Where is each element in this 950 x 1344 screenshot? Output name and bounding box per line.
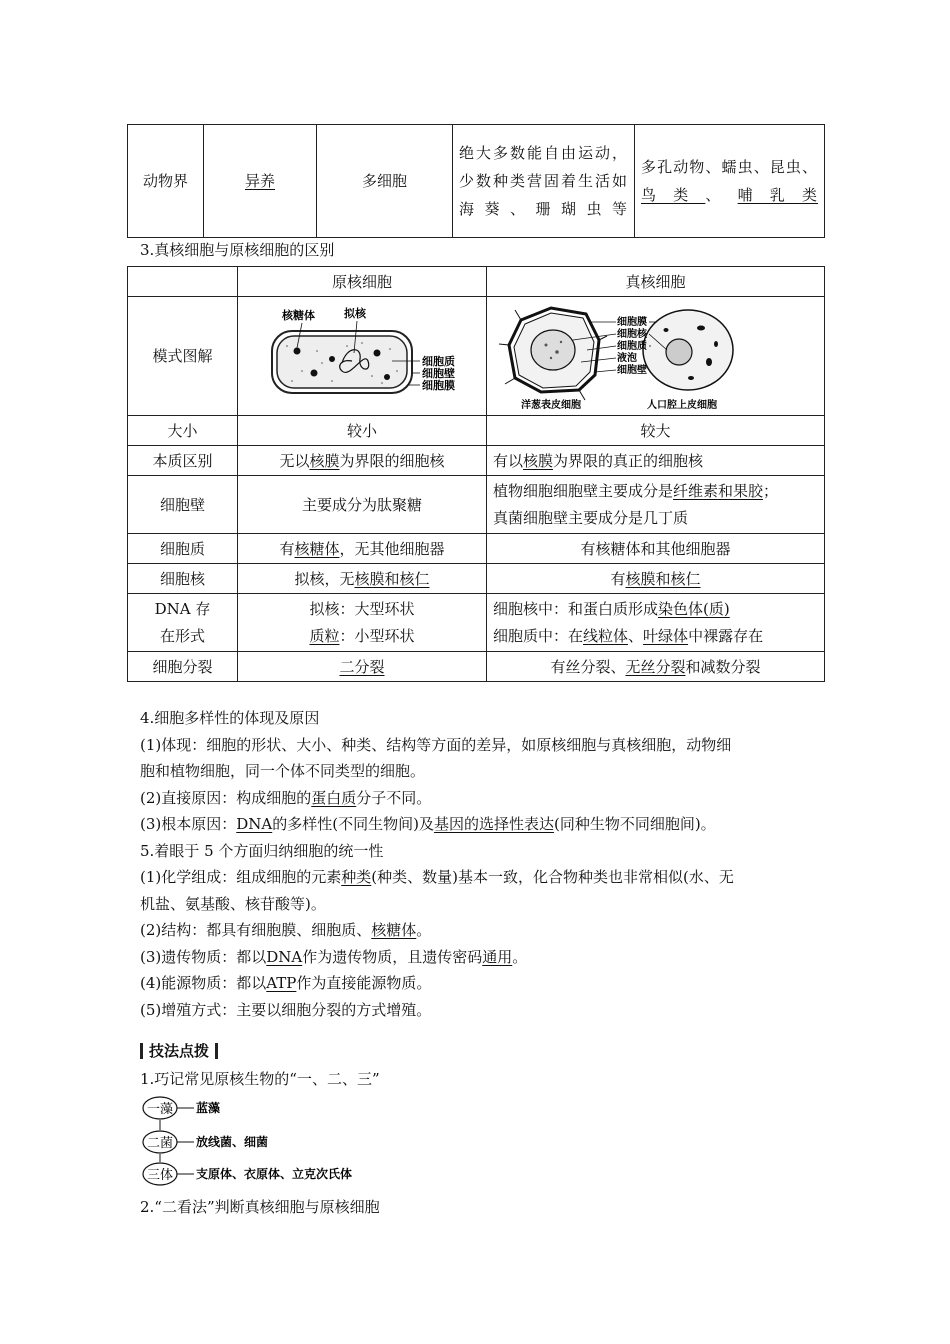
label-vacuole: 液泡 <box>616 353 637 364</box>
table-row: 细胞核 拟核，无核膜和核仁 有核膜和核仁 <box>128 564 825 594</box>
diagram-row-label: 模式图解 <box>128 297 238 416</box>
prokaryote-diagram-cell <box>238 297 487 416</box>
oral-nucleus <box>666 339 692 365</box>
sections-text: 4.细胞多样性的体现及原因 (1)体现：细胞的形状、大小、种类、结构等方面的差异，如原核细胞与真核细胞，动物细 胞和植物细胞，同一个体不同类型的细胞。 (2)直接原因：构成细胞的蛋白质分子不同。 (3)根本原因：DNA的多样性(不同生物间)及基因的选择性表达(同种生物不同细胞间)。 5.着眼于 5 个方面归纳细胞的统一性 (1)化学组成：组成细胞的元素种类(种类、数量)基本一致，化合物种类也非常相似(水、无 机盐、氨基酸、核苷酸等)。 (2)结构：都具有细胞膜、细胞质、核糖体。 (3)遗传物质：都以DNA作为遗传物质，且遗传密码通用。 (4)能源物质：都以ATP作为直接能源物质。 (5)增殖方式：主要以细胞分裂的方式增殖。 <box>140 705 830 1023</box>
caption-oral: 人口腔上皮细胞 <box>646 400 717 411</box>
ribosome-dot <box>294 348 301 355</box>
nutrition-cell: 异养 <box>204 125 317 238</box>
examples-cell: 多孔动物、蠕虫、昆虫、鸟类、哺乳类 <box>635 125 825 238</box>
label-ribosome: 核糖体 <box>282 309 315 322</box>
svg-text:蓝藻: 蓝藻 <box>196 1101 221 1115</box>
label-wall: 细胞壁 <box>422 367 455 380</box>
label-wall: 细胞壁 <box>616 365 647 376</box>
tip1-title: 1.巧记常见原核生物的“一、二、三” <box>140 1070 380 1088</box>
prokaryote-mnemonic-diagram <box>140 1094 470 1190</box>
table-row <box>128 297 825 416</box>
heading-bar <box>215 1043 218 1059</box>
label-cytoplasm: 细胞质 <box>422 355 455 368</box>
header-prokaryote: 原核细胞 <box>238 267 487 297</box>
table-row: 大小 较小 较大 <box>128 416 825 446</box>
svg-text:放线菌、细菌: 放线菌、细菌 <box>196 1135 269 1149</box>
ribosome-dot <box>311 370 318 377</box>
svg-text:支原体、衣原体、立克次氏体: 支原体、衣原体、立克次氏体 <box>196 1167 353 1181</box>
section3-title: 3.真核细胞与原核细胞的区别 <box>140 241 335 259</box>
cell-count-cell: 多细胞 <box>317 125 453 238</box>
svg-text:三体: 三体 <box>146 1168 174 1183</box>
tips-heading: 技法点拨 <box>140 1040 218 1061</box>
label-cytoplasm: 细胞质 <box>616 341 647 352</box>
eukaryote-cell-diagram <box>491 300 821 412</box>
label-membrane: 细胞膜 <box>616 317 647 328</box>
svg-text:一藻: 一藻 <box>146 1102 174 1117</box>
motion-cell: 绝大多数能自由运动，少数种类营固着生活如海葵、珊瑚虫等 <box>453 125 635 238</box>
kingdom-table <box>127 124 825 238</box>
kingdom-cell: 动物界 <box>128 125 204 238</box>
comparison-table <box>127 266 825 682</box>
table-row: 细胞壁 主要成分为肽聚糖 植物细胞细胞壁主要成分是纤维素和果胶； 真菌细胞壁主要成分是几丁质 <box>128 476 825 534</box>
ribosome-dot <box>374 350 381 357</box>
label-nucleoid: 拟核 <box>344 307 366 320</box>
section5-title: 5.着眼于 5 个方面归纳细胞的统一性 <box>140 841 384 860</box>
ribosome-dot <box>329 356 335 362</box>
heading-bar <box>140 1043 143 1059</box>
onion-nucleus <box>531 330 575 370</box>
label-membrane: 细胞膜 <box>422 379 455 392</box>
table-row: 细胞质 有核糖体，无其他细胞器 有核糖体和其他细胞器 <box>128 534 825 564</box>
prokaryote-cell-diagram <box>242 301 482 411</box>
section4-title: 4.细胞多样性的体现及原因 <box>140 709 320 727</box>
table-row: 本质区别 无以核膜为界限的细胞核 有以核膜为界限的真正的细胞核 <box>128 446 825 476</box>
svg-text:二菌: 二菌 <box>146 1136 174 1151</box>
table-row: 细胞分裂 二分裂 有丝分裂、无丝分裂和减数分裂 <box>128 652 825 682</box>
table-row <box>128 125 825 238</box>
caption-onion: 洋葱表皮细胞 <box>520 400 581 411</box>
ribosome-dot <box>384 374 390 380</box>
label-nucleus: 细胞核 <box>616 329 647 340</box>
header-eukaryote: 真核细胞 <box>487 267 825 297</box>
table-row <box>128 267 825 297</box>
table-row: DNA 存 在形式 拟核：大型环状 质粒：小型环状 细胞核中：和蛋白质形成染色体(质) 细胞质中：在线粒体、叶绿体中裸露存在 <box>128 594 825 652</box>
eukaryote-diagram-cell <box>487 297 825 416</box>
tip2-title: 2.“二看法”判断真核细胞与原核细胞 <box>140 1198 380 1216</box>
